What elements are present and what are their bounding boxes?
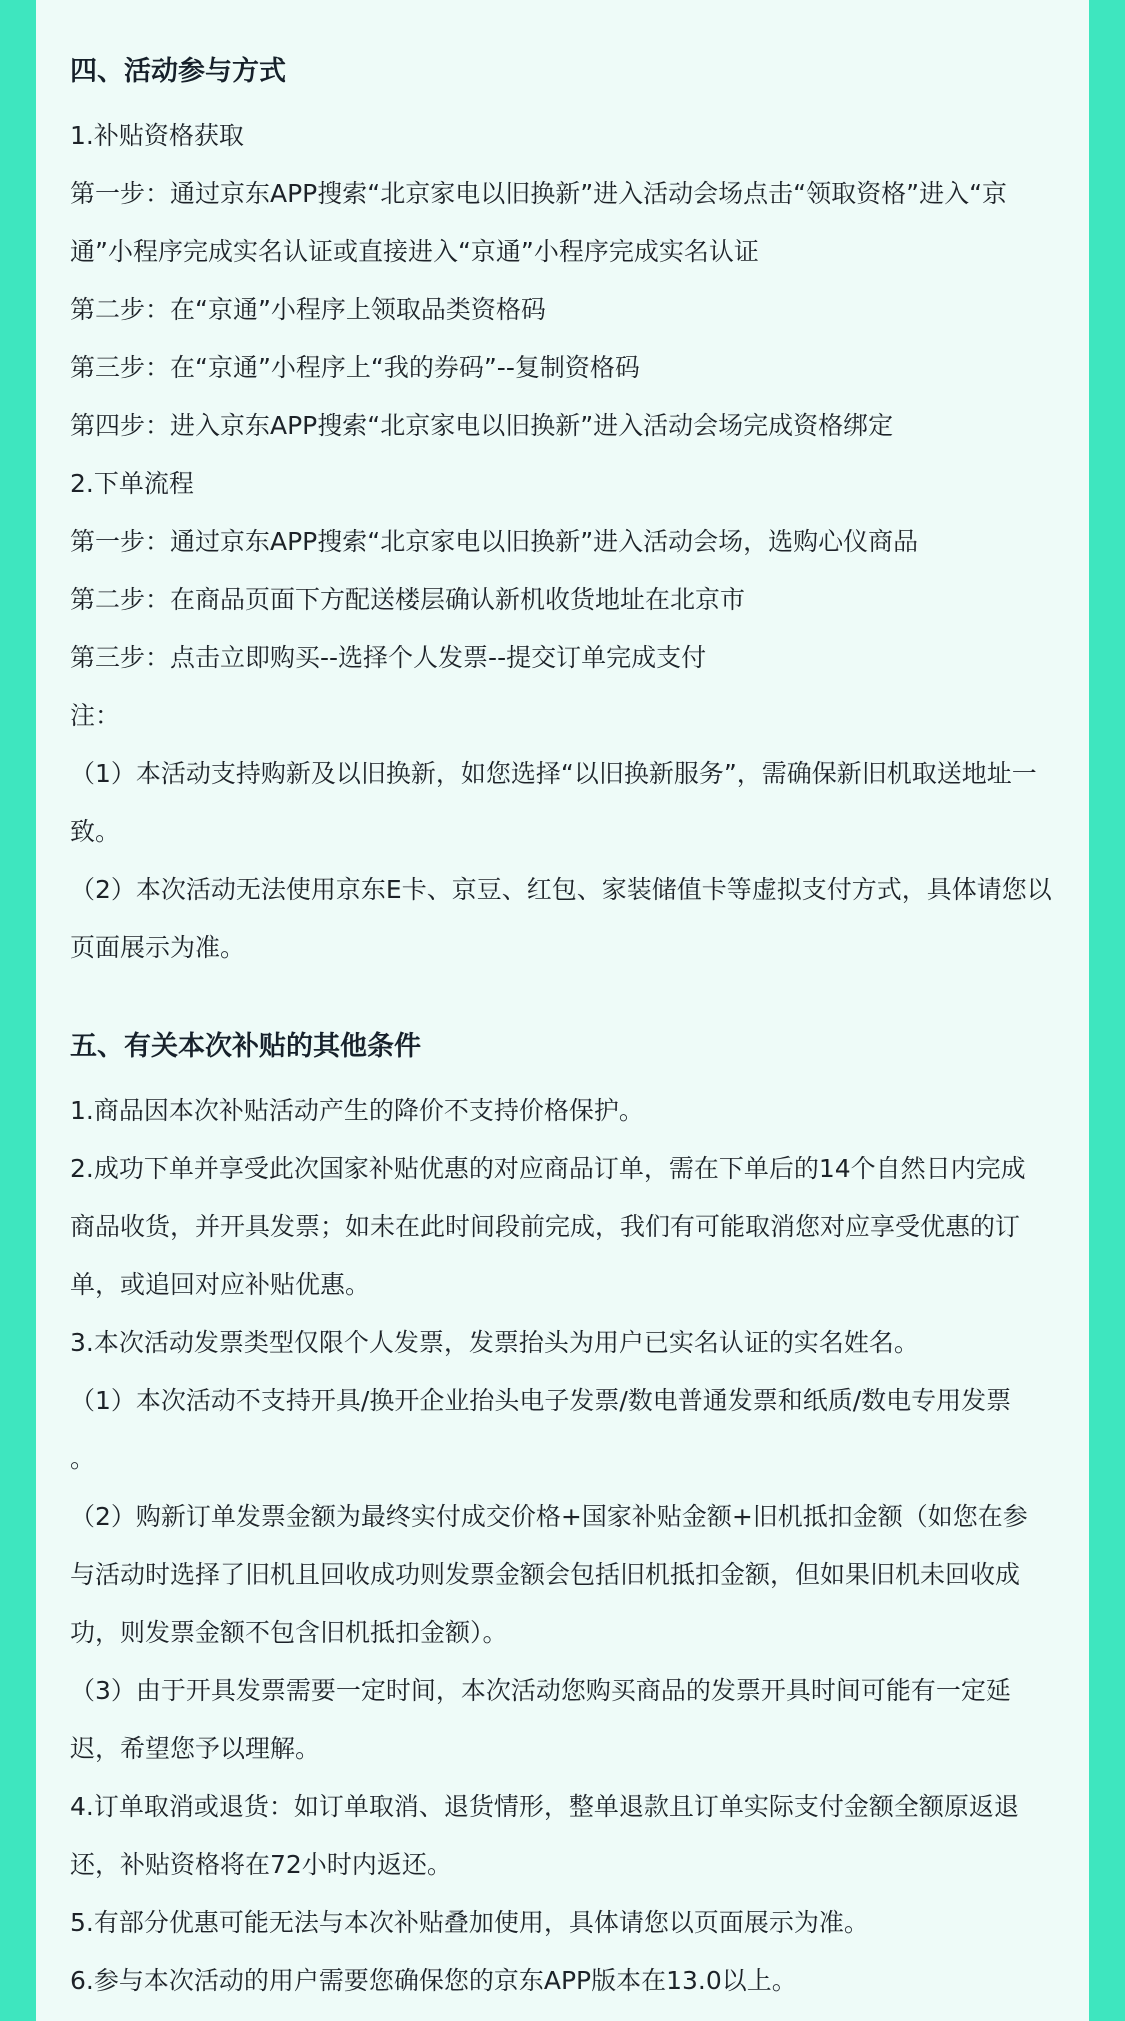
text-line: 第三步：在“京通”小程序上“我的券码”--复制资格码	[70, 353, 640, 382]
text-line: 通”小程序完成实名认证或直接进入“京通”小程序完成实名认证	[70, 237, 759, 266]
text-line: 页面展示为准。	[70, 933, 246, 962]
text-line: （2）本次活动无法使用京东E卡、京豆、红包、家装储值卡等虚拟支付方式，具体请您以	[70, 875, 1052, 904]
section-title-other-conditions: 五、有关本次补贴的其他条件	[70, 1031, 421, 1062]
text-line: 5.有部分优惠可能无法与本次补贴叠加使用，具体请您以页面展示为准。	[70, 1908, 869, 1937]
text-line: 。	[70, 1444, 96, 1473]
text-line: 第三步：点击立即购买--选择个人发票--提交订单完成支付	[70, 643, 707, 672]
section-other-conditions	[70, 1027, 1070, 2010]
text-line: 3.本次活动发票类型仅限个人发票，发票抬头为用户已实名认证的实名姓名。	[70, 1328, 919, 1357]
text-line: 单，或追回对应补贴优惠。	[70, 1270, 371, 1299]
text-line: （2）购新订单发票金额为最终实付成交价格+国家补贴金额+旧机抵扣金额（如您在参	[70, 1502, 1028, 1531]
rules-card	[36, 0, 1089, 2021]
text-line: 4.订单取消或退货：如订单取消、退货情形，整单退款且订单实际支付金额全额原返退	[70, 1792, 1019, 1821]
text-line: 6.参与本次活动的用户需要您确保您的京东APP版本在13.0以上。	[70, 1966, 797, 1995]
text-line: 商品收货，并开具发票；如未在此时间段前完成，我们有可能取消您对应享受优惠的订	[70, 1212, 1021, 1241]
text-line: （3）由于开具发票需要一定时间，本次活动您购买商品的发票开具时间可能有一定延	[70, 1676, 1011, 1705]
text-line: 2.成功下单并享受此次国家补贴优惠的对应商品订单，需在下单后的14个自然日内完成	[70, 1154, 1026, 1183]
text-line: 迟，希望您予以理解。	[70, 1734, 321, 1763]
text-line: 第四步：进入京东APP搜索“北京家电以旧换新”进入活动会场完成资格绑定	[70, 411, 894, 440]
text-line: 第一步：通过京东APP搜索“北京家电以旧换新”进入活动会场点击“领取资格”进入“京	[70, 179, 1008, 208]
text-line: （1）本次活动不支持开具/换开企业抬头电子发票/数电普通发票和纸质/数电专用发票	[70, 1386, 1012, 1415]
text-line: 第二步：在“京通”小程序上领取品类资格码	[70, 295, 546, 324]
text-line: 致。	[70, 817, 121, 846]
text-line: 注：	[70, 701, 121, 730]
text-line: 第一步：通过京东APP搜索“北京家电以旧换新”进入活动会场，选购心仪商品	[70, 527, 919, 556]
text-line: 功，则发票金额不包含旧机抵扣金额）。	[70, 1618, 508, 1647]
text-line: 2.下单流程	[70, 469, 194, 498]
text-line: 1.商品因本次补贴活动产生的降价不支持价格保护。	[70, 1096, 644, 1125]
text-line: 第二步：在商品页面下方配送楼层确认新机收货地址在北京市	[70, 585, 746, 614]
text-line: （1）本活动支持购新及以旧换新，如您选择“以旧换新服务”，需确保新旧机取送地址一	[70, 759, 1037, 788]
section-title-participation: 四、活动参与方式	[70, 56, 286, 87]
text-line: 还，补贴资格将在72小时内返还。	[70, 1850, 452, 1879]
text-line: 与活动时选择了旧机且回收成功则发票金额会包括旧机抵扣金额，但如果旧机未回收成	[70, 1560, 1021, 1589]
text-line: 1.补贴资格获取	[70, 121, 244, 150]
section-participation	[70, 52, 1070, 977]
